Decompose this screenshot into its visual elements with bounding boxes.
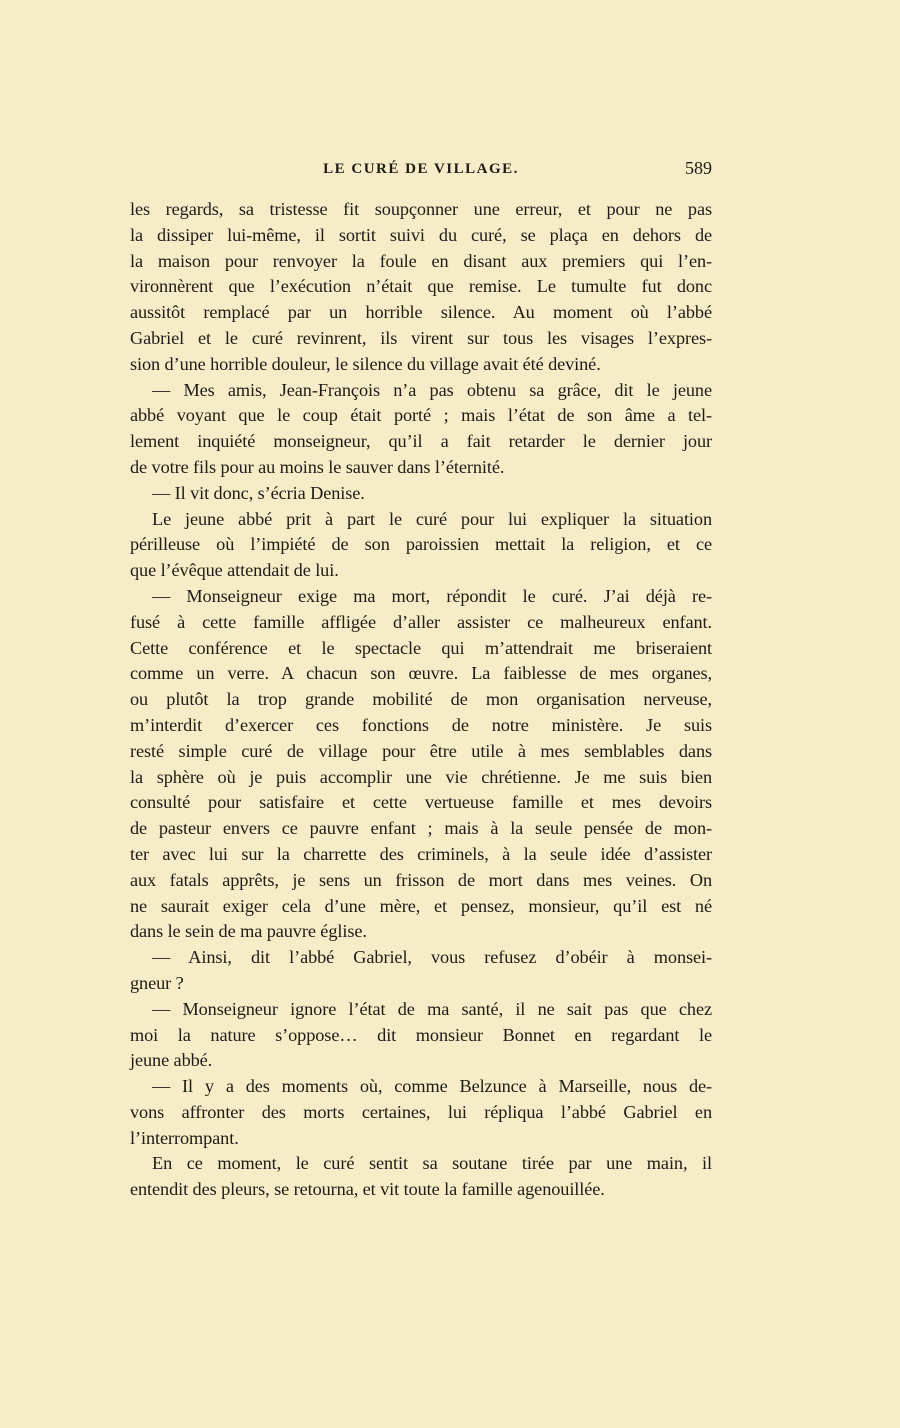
text-line: jeune abbé. (130, 1050, 213, 1071)
text-line: m’interdit d’exercer ces fonctions de notre ministère. Je suis (130, 714, 712, 735)
paragraph (130, 1151, 712, 1203)
paragraph (130, 507, 712, 584)
text-line: — Il y a des moments où, comme Belzunce à Marseille, nous de- (152, 1076, 712, 1097)
text-line: la maison pour renvoyer la foule en disant aux premiers qui l’en- (130, 250, 712, 271)
text-line: entendit des pleurs, se retourna, et vit toute la famille agenouillée. (130, 1179, 605, 1200)
paragraph (130, 997, 712, 1074)
text-line: Gabriel et le curé revinrent, ils virent sur tous les visages l’expres- (130, 327, 712, 348)
text-line: moi la nature s’oppose… dit monsieur Bonnet en regardant le (130, 1024, 712, 1045)
text-line: sion d’une horrible douleur, le silence du village avait été deviné. (130, 353, 601, 374)
text-line: aussitôt remplacé par un horrible silence. Au moment où l’abbé (130, 302, 712, 323)
text-line: la dissiper lui-même, il sortit suivi du curé, se plaça en dehors de (130, 224, 712, 245)
paragraph (130, 378, 712, 481)
page-body-text (130, 197, 712, 1203)
text-line: — Mes amis, Jean-François n’a pas obtenu sa grâce, dit le jeune (152, 379, 712, 400)
text-line: — Ainsi, dit l’abbé Gabriel, vous refusez d’obéir à monsei- (152, 947, 712, 968)
text-line: lement inquiété monseigneur, qu’il a fait retarder le dernier jour (130, 431, 712, 452)
text-line: la sphère où je puis accomplir une vie chrétienne. Je me suis bien (130, 766, 712, 787)
text-line: périlleuse où l’impiété de son paroissien mettait la religion, et ce (130, 534, 712, 555)
paragraph (130, 945, 712, 997)
text-line: — Monseigneur ignore l’état de ma santé, il ne sait pas que chez (152, 998, 712, 1019)
text-line: — Monseigneur exige ma mort, répondit le curé. J’ai déjà re- (152, 585, 712, 606)
page-number: 589 (685, 158, 712, 178)
paragraph (130, 481, 712, 507)
text-line: vironnèrent que l’exécution n’était que remise. Le tumulte fut donc (130, 276, 712, 297)
text-line: de pasteur envers ce pauvre enfant ; mais à la seule pensée de mon- (130, 818, 712, 839)
text-line: ne saurait exiger cela d’une mère, et pensez, monsieur, qu’il est né (130, 895, 712, 916)
text-line: vons affronter des morts certaines, lui répliqua l’abbé Gabriel en (130, 1101, 712, 1122)
text-line: l’interrompant. (130, 1127, 239, 1148)
paragraph (130, 1074, 712, 1151)
text-line: resté simple curé de village pour être utile à mes semblables dans (130, 740, 712, 761)
text-line: fusé à cette famille affligée d’aller assister ce malheureux enfant. (130, 611, 712, 632)
text-line: ter avec lui sur la charrette des criminels, à la seule idée d’assister (130, 843, 712, 864)
text-line: abbé voyant que le coup était porté ; mais l’état de son âme a tel- (130, 405, 712, 426)
text-line: ou plutôt la trop grande mobilité de mon organisation nerveuse, (130, 689, 712, 710)
text-line: de votre fils pour au moins le sauver dans l’éternité. (130, 456, 505, 477)
paragraph (130, 584, 712, 945)
text-line: que l’évêque attendait de lui. (130, 560, 339, 581)
text-line: — Il vit donc, s’écria Denise. (152, 482, 365, 503)
text-line: gneur ? (130, 972, 184, 993)
text-line: En ce moment, le curé sentit sa soutane tirée par une main, il (152, 1153, 712, 1174)
text-line: comme un verre. A chacun son œuvre. La faiblesse de mes organes, (130, 663, 712, 684)
text-line: consulté pour satisfaire et cette vertueuse famille et mes devoirs (130, 792, 712, 813)
text-line: Le jeune abbé prit à part le curé pour lui expliquer la situation (152, 508, 712, 529)
text-line: Cette conférence et le spectacle qui m’attendrait me briseraient (130, 637, 712, 658)
running-header (130, 158, 712, 182)
text-line: aux fatals apprêts, je sens un frisson de mort dans mes veines. On (130, 869, 712, 890)
running-title: LE CURÉ DE VILLAGE. (323, 161, 519, 177)
text-line: les regards, sa tristesse fit soupçonner une erreur, et pour ne pas (130, 199, 712, 219)
paragraph (130, 197, 712, 378)
text-line: dans le sein de ma pauvre église. (130, 921, 367, 942)
